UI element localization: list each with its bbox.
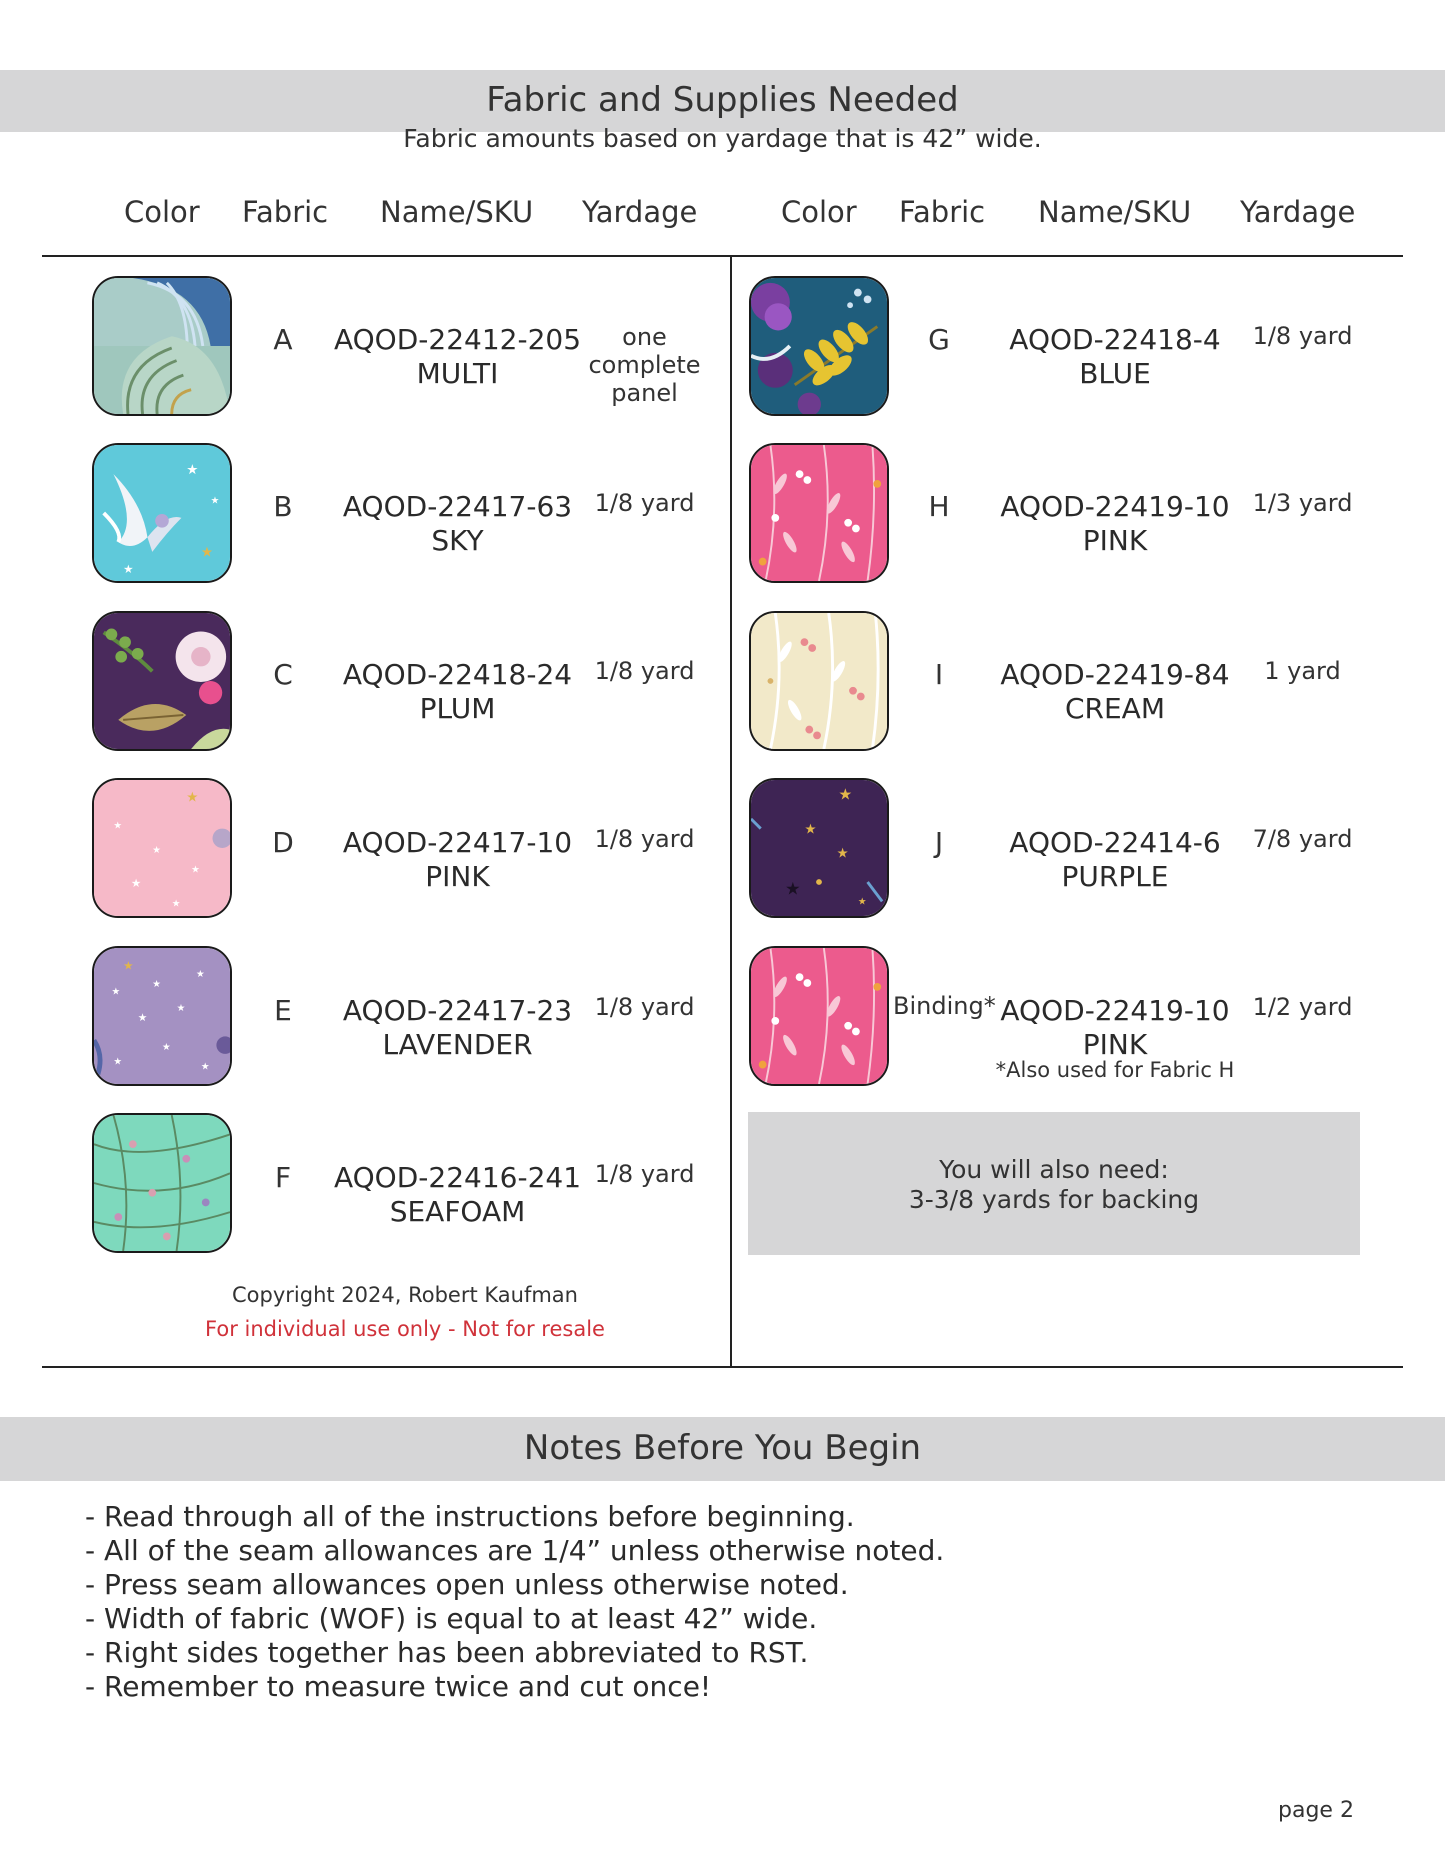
note-item: - All of the seam allowances are 1/4” unless otherwise noted. <box>85 1534 945 1567</box>
swatch-plum-art <box>94 613 230 749</box>
fabric-color-name: LAVENDER <box>382 1028 533 1061</box>
fabric-yardage: 1/8 yard <box>594 489 695 517</box>
binding-note: *Also used for Fabric H <box>995 1058 1235 1082</box>
fabric-yardage: 1/8 yard <box>594 825 695 853</box>
fabric-sku: AQOD-22419-10 <box>1000 994 1230 1027</box>
swatch-purple-stars <box>749 778 889 918</box>
fabric-letter: G <box>928 323 950 356</box>
svg-text:★: ★ <box>137 1010 148 1024</box>
col-header-fabric-right: Fabric <box>899 195 986 229</box>
col-header-sku-left: Name/SKU <box>380 195 534 229</box>
fabric-letter: E <box>274 994 292 1027</box>
note-item: - Right sides together has been abbreviated to RST. <box>85 1636 809 1669</box>
fabric-yardage: 1/2 yard <box>1252 993 1353 1021</box>
swatch-lavender <box>92 946 232 1086</box>
swatch-purple-stars-art <box>751 780 887 916</box>
fabric-sku: AQOD-22412-205 <box>333 323 582 356</box>
fabric-color-name: PINK <box>1082 1028 1148 1061</box>
swatch-binding-pink-art <box>751 948 887 1084</box>
also-need-backing: 3-3/8 yards for backing <box>908 1185 1200 1214</box>
fabric-yardage: 1/8 yard <box>594 993 695 1021</box>
svg-text:★: ★ <box>123 562 134 577</box>
svg-text:★: ★ <box>171 898 181 910</box>
fabric-color-name: PLUM <box>419 692 496 725</box>
fabric-yardage: 1 yard <box>1264 657 1341 685</box>
svg-text:★: ★ <box>200 544 214 561</box>
fabric-color-name: MULTI <box>416 357 499 390</box>
fabric-sku: AQOD-22414-6 <box>1009 826 1221 859</box>
note-item: - Read through all of the instructions before beginning. <box>85 1500 855 1533</box>
copyright-text: Copyright 2024, Robert Kaufman <box>232 1283 578 1307</box>
swatch-cream-sprigs-art <box>751 613 887 749</box>
table-bottom-rule <box>42 1366 1403 1368</box>
svg-text:★: ★ <box>200 1061 210 1073</box>
swatch-seafoam-art <box>94 1115 230 1251</box>
col-header-color-right: Color <box>781 195 857 229</box>
swatch-lavender-art <box>94 948 230 1084</box>
swatch-sky <box>92 443 232 583</box>
svg-text:★: ★ <box>186 462 199 479</box>
note-item: - Width of fabric (WOF) is equal to at least 42” wide. <box>85 1602 818 1635</box>
swatch-seafoam <box>92 1113 232 1253</box>
note-item: - Remember to measure twice and cut once! <box>85 1670 712 1703</box>
page-number: page 2 <box>1278 1798 1354 1823</box>
fabric-color-name: PINK <box>425 860 490 893</box>
fabric-yardage: 1/8 yard <box>594 1160 695 1188</box>
swatch-multi-panel-art <box>94 278 230 414</box>
swatch-multi-panel <box>92 276 232 416</box>
fabric-sku: AQOD-22419-84 <box>1000 658 1230 691</box>
fabric-color-name: BLUE <box>1079 357 1151 390</box>
svg-text:★: ★ <box>130 875 142 890</box>
col-header-fabric-left: Fabric <box>242 195 329 229</box>
fabric-letter: I <box>934 658 944 691</box>
fabric-yardage: one complete panel <box>588 323 701 407</box>
svg-text:★: ★ <box>111 986 121 998</box>
table-top-rule <box>42 255 1403 257</box>
fabric-sku: AQOD-22416-241 <box>333 1161 582 1194</box>
fabric-letter: D <box>272 826 294 859</box>
fabric-sku: AQOD-22419-10 <box>1000 490 1230 523</box>
svg-text:★: ★ <box>152 978 161 990</box>
svg-text:★: ★ <box>162 1042 171 1053</box>
svg-text:★: ★ <box>152 844 161 856</box>
fabric-letter: F <box>274 1161 292 1194</box>
fabric-yardage: 1/8 yard <box>1252 322 1353 350</box>
also-need-heading: You will also need: <box>939 1155 1169 1184</box>
svg-text:★: ★ <box>857 896 867 908</box>
svg-text:★: ★ <box>804 821 817 838</box>
fabric-color-name: SEAFOAM <box>389 1195 526 1228</box>
fabric-letter: B <box>273 490 293 523</box>
fabric-letter: J <box>934 826 944 859</box>
swatch-pink-sprigs-art <box>751 445 887 581</box>
fabric-color-name: CREAM <box>1064 692 1165 725</box>
svg-text:★: ★ <box>836 845 849 862</box>
fabric-letter: C <box>273 658 293 691</box>
swatch-blue-art <box>751 278 887 414</box>
col-header-yardage-right: Yardage <box>1240 195 1356 229</box>
swatch-pink-sprigs <box>749 443 889 583</box>
svg-text:★: ★ <box>210 495 220 507</box>
swatch-plum <box>92 611 232 751</box>
fabric-letter: A <box>273 323 293 356</box>
fabric-sku: AQOD-22417-10 <box>342 826 573 859</box>
swatch-sky-art <box>94 445 230 581</box>
swatch-pink-stars-art <box>94 780 230 916</box>
fabric-color-name: PURPLE <box>1061 860 1169 893</box>
fabric-letter: H <box>928 490 950 523</box>
swatch-cream-sprigs <box>749 611 889 751</box>
fabric-sku: AQOD-22418-24 <box>342 658 573 691</box>
svg-text:★: ★ <box>196 969 205 981</box>
supplies-title: Fabric and Supplies Needed <box>486 80 959 120</box>
col-header-sku-right: Name/SKU <box>1038 195 1192 229</box>
col-header-color-left: Color <box>124 195 200 229</box>
supplies-subtitle: Fabric amounts based on yardage that is 42” wide. <box>403 124 1042 153</box>
swatch-blue <box>749 276 889 416</box>
svg-text:★: ★ <box>113 820 123 832</box>
note-item: - Press seam allowances open unless otherwise noted. <box>85 1568 849 1601</box>
swatch-pink-stars <box>92 778 232 918</box>
fabric-sku: AQOD-22417-23 <box>342 994 573 1027</box>
fabric-letter: Binding* <box>893 992 996 1020</box>
fabric-color-name: SKY <box>431 524 484 557</box>
notes-title: Notes Before You Begin <box>523 1428 922 1468</box>
svg-text:★: ★ <box>113 1056 123 1068</box>
svg-text:★: ★ <box>191 864 200 876</box>
resale-warning: For individual use only - Not for resale <box>205 1317 605 1341</box>
fabric-yardage: 1/3 yard <box>1252 489 1353 517</box>
fabric-color-name: PINK <box>1082 524 1148 557</box>
svg-text:★: ★ <box>785 879 801 900</box>
table-divider <box>730 255 732 1368</box>
svg-text:★: ★ <box>123 958 134 973</box>
fabric-sku: AQOD-22417-63 <box>342 490 573 523</box>
fabric-sku: AQOD-22418-4 <box>1009 323 1221 356</box>
svg-text:★: ★ <box>838 785 853 804</box>
svg-text:★: ★ <box>186 789 199 806</box>
col-header-yardage-left: Yardage <box>582 195 698 229</box>
notes-list <box>85 1500 944 1704</box>
svg-text:★: ★ <box>176 1003 186 1015</box>
fabric-yardage: 1/8 yard <box>594 657 695 685</box>
fabric-yardage: 7/8 yard <box>1252 825 1353 853</box>
swatch-binding-pink <box>749 946 889 1086</box>
